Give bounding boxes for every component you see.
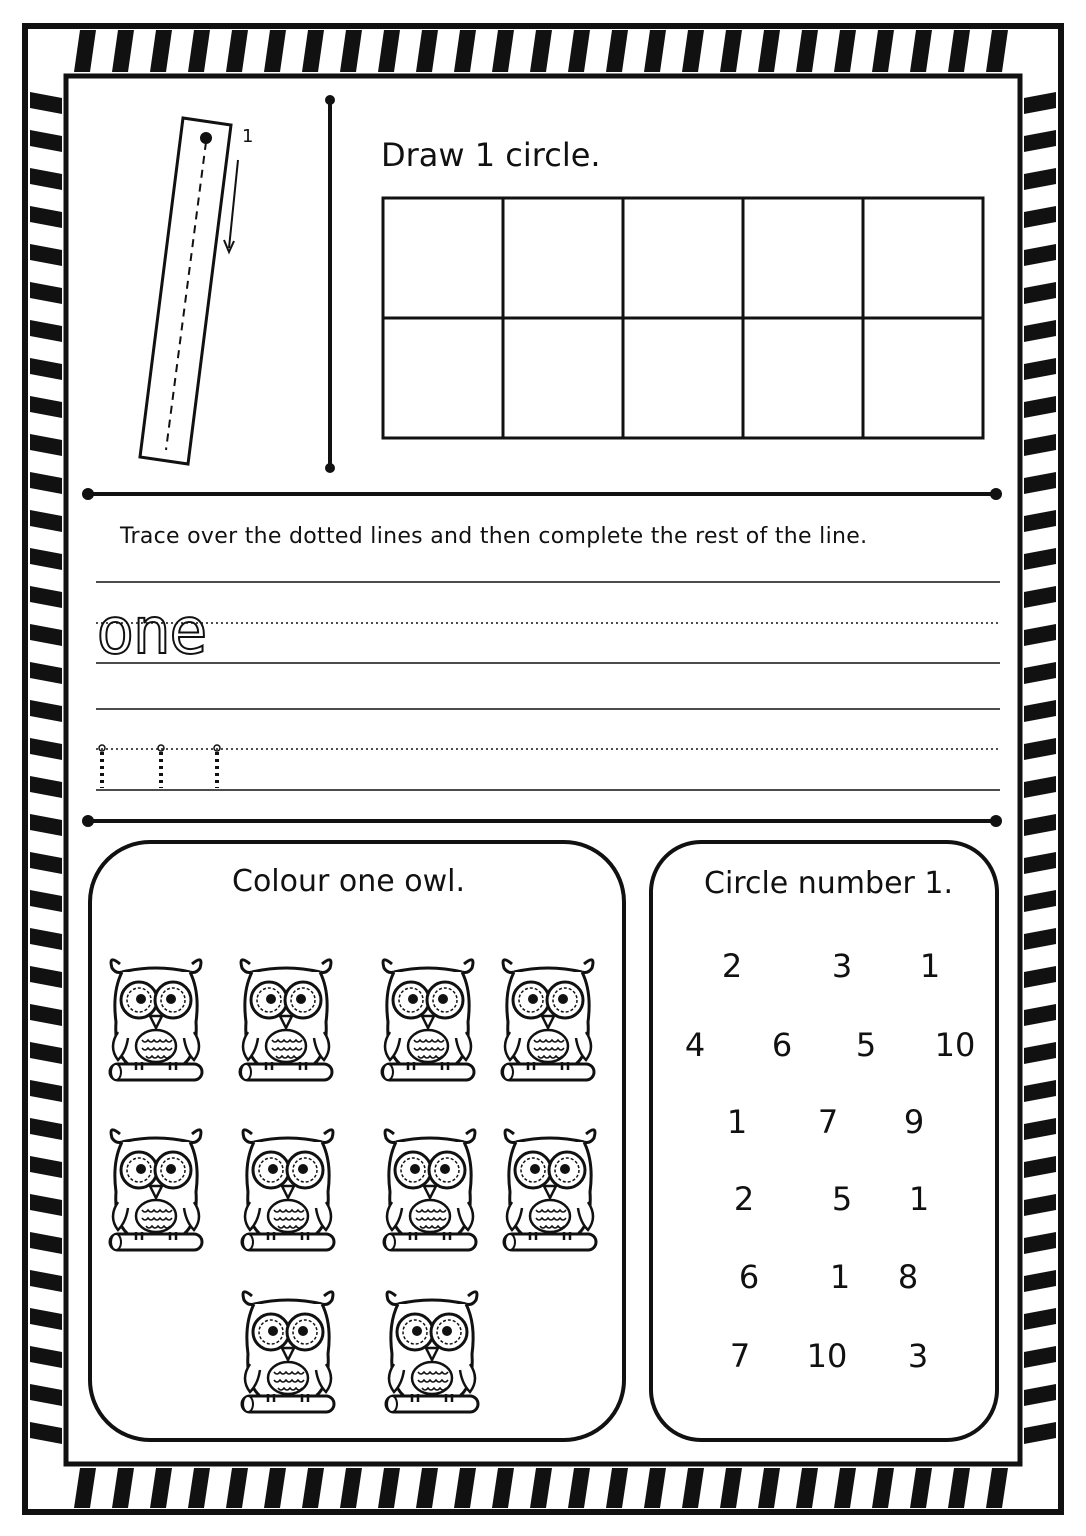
number-choice[interactable]: 10 [806,1337,848,1375]
owl-section-title: Colour one owl. [232,864,465,899]
number-choice[interactable]: 4 [684,1026,706,1064]
number-choice[interactable]: 6 [738,1258,760,1296]
trace-word-one[interactable]: one [96,595,206,669]
number-choice[interactable]: 1 [726,1103,748,1141]
number-choice[interactable]: 1 [829,1258,851,1296]
number-choice[interactable]: 7 [729,1337,751,1375]
number-choice[interactable]: 5 [831,1180,853,1218]
ten-frame-cell[interactable] [503,198,623,318]
ten-frame[interactable] [383,198,983,438]
ten-frame-cell[interactable] [743,198,863,318]
ten-frame-cell[interactable] [863,198,983,318]
ten-frame-cell[interactable] [623,198,743,318]
number-choice[interactable]: 3 [907,1337,929,1375]
number-choice[interactable]: 2 [733,1180,755,1218]
ten-frame-cell[interactable] [863,318,983,438]
number-choice[interactable]: 3 [831,947,853,985]
draw-prompt: Draw 1 circle. [381,136,601,174]
number-choice[interactable]: 8 [897,1258,919,1296]
number-choice[interactable]: 7 [817,1103,839,1141]
number-choice[interactable]: 2 [721,947,743,985]
number-choice[interactable]: 10 [934,1026,976,1064]
number-section-title: Circle number 1. [704,866,954,901]
number-choice[interactable]: 9 [903,1103,925,1141]
ten-frame-cell[interactable] [383,318,503,438]
ten-frame-cell[interactable] [743,318,863,438]
trace-instruction: Trace over the dotted lines and then complete the rest of the line. [120,524,868,549]
number-choice[interactable]: 5 [855,1026,877,1064]
ten-frame-cell[interactable] [623,318,743,438]
number-choice[interactable]: 6 [771,1026,793,1064]
stroke-order-number: 1 [242,126,254,147]
ten-frame-cell[interactable] [383,198,503,318]
number-choice[interactable]: 1 [919,947,941,985]
ten-frame-cell[interactable] [503,318,623,438]
number-choice[interactable]: 1 [908,1180,930,1218]
